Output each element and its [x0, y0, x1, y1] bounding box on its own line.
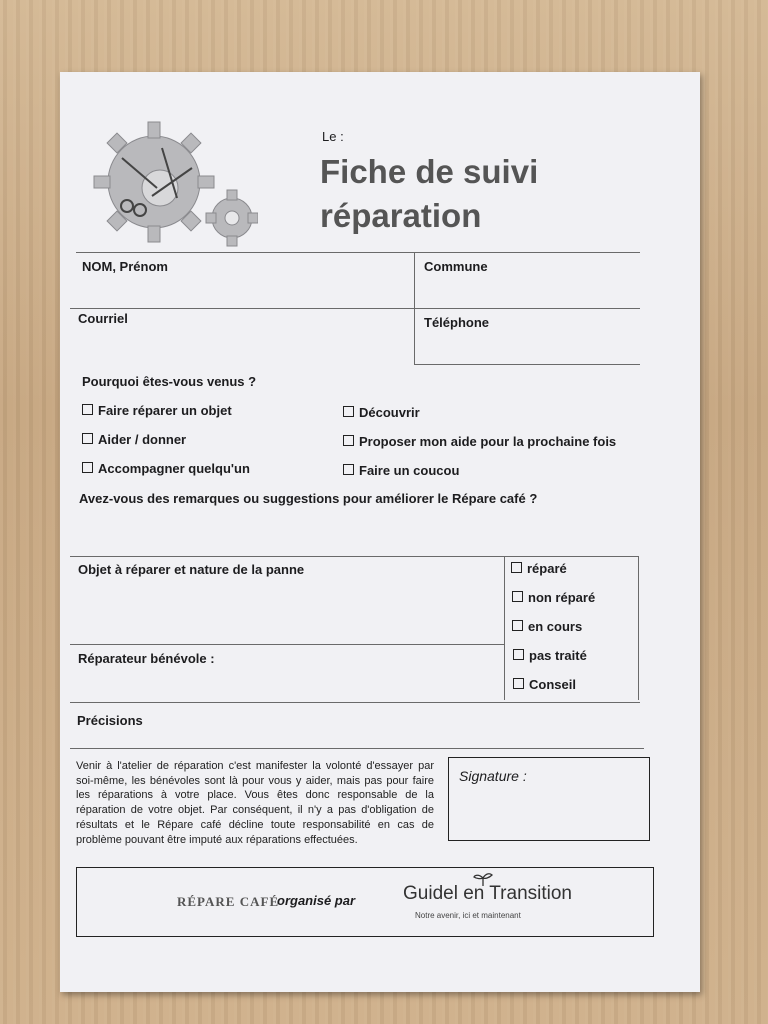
repare-cafe-logo-text: RÉPARE CAFÉ	[177, 894, 280, 909]
checkbox-accompany[interactable]: Accompagner quelqu'un	[82, 461, 250, 476]
sprout-icon	[473, 872, 493, 886]
checkbox-icon[interactable]	[513, 678, 524, 689]
status-checkbox-advice[interactable]: Conseil	[513, 677, 576, 692]
checkbox-icon[interactable]	[82, 404, 93, 415]
divider	[70, 702, 640, 703]
date-label: Le :	[322, 129, 344, 144]
email-field-label: Courriel	[78, 311, 128, 326]
checkbox-repair-object[interactable]: Faire réparer un objet	[82, 403, 232, 418]
checkbox-discover[interactable]: Découvrir	[343, 405, 420, 420]
checkbox-help-give[interactable]: Aider / donner	[82, 432, 186, 447]
phone-field-label: Téléphone	[424, 315, 490, 330]
signature-box[interactable]	[448, 757, 650, 841]
checkbox-icon[interactable]	[512, 591, 523, 602]
disclaimer-text: Venir à l'atelier de réparation c'est manifester la volonté d'essayer par soi-même, les bénévoles sont là pour vous y aider, mais pas pour faire les réparations à votre place. Vous êtes donc responsable de la réparation de votre objet. Par conséquent, il n'y a pas d'obligation de résultats et le Répare café décline toute responsabilité en cas de problème pouvant être imputé aux réparations effectuées.	[76, 760, 434, 846]
status-checkbox-not-repaired[interactable]: non réparé	[512, 590, 595, 605]
object-label: Objet à réparer et nature de la panne	[78, 562, 305, 577]
details-label: Précisions	[77, 713, 143, 728]
divider	[70, 748, 644, 749]
footer-banner	[76, 867, 654, 937]
title-line-1: Fiche de suivi	[320, 153, 539, 190]
checkbox-icon[interactable]	[513, 649, 524, 660]
divider	[76, 252, 640, 253]
checkbox-icon[interactable]	[343, 464, 354, 475]
page-title	[320, 150, 538, 238]
divider	[638, 556, 639, 700]
commune-field-label: Commune	[424, 259, 488, 274]
form-sheet	[60, 72, 700, 992]
divider	[70, 644, 504, 645]
checkbox-icon[interactable]	[343, 435, 354, 446]
checkbox-icon[interactable]	[343, 406, 354, 417]
checkbox-icon[interactable]	[82, 462, 93, 473]
checkbox-say-hello[interactable]: Faire un coucou	[343, 463, 459, 478]
why-question: Pourquoi êtes-vous venus ?	[82, 374, 257, 389]
gear-tools-logo-icon	[82, 118, 258, 250]
status-checkbox-in-progress[interactable]: en cours	[512, 619, 582, 634]
remarks-question: Avez-vous des remarques ou suggestions pour améliorer le Répare café ?	[79, 491, 538, 506]
status-checkbox-not-handled[interactable]: pas traité	[513, 648, 587, 663]
organised-by-text: organisé par	[277, 893, 356, 908]
checkbox-icon[interactable]	[512, 620, 523, 631]
organisation-logo-text: Guidel en Transition	[403, 883, 572, 904]
title-line-2: réparation	[320, 197, 482, 234]
divider	[504, 556, 505, 700]
tagline-text: Notre avenir, ici et maintenant	[415, 911, 521, 920]
divider	[70, 308, 640, 309]
status-checkbox-repaired[interactable]: réparé	[511, 561, 567, 576]
name-field-label: NOM, Prénom	[82, 259, 168, 274]
checkbox-icon[interactable]	[82, 433, 93, 444]
repairer-label: Réparateur bénévole :	[78, 651, 215, 666]
divider	[70, 556, 638, 557]
signature-label: Signature :	[459, 768, 527, 784]
divider	[414, 364, 640, 365]
checkbox-offer-help[interactable]: Proposer mon aide pour la prochaine fois	[343, 434, 616, 449]
checkbox-icon[interactable]	[511, 562, 522, 573]
